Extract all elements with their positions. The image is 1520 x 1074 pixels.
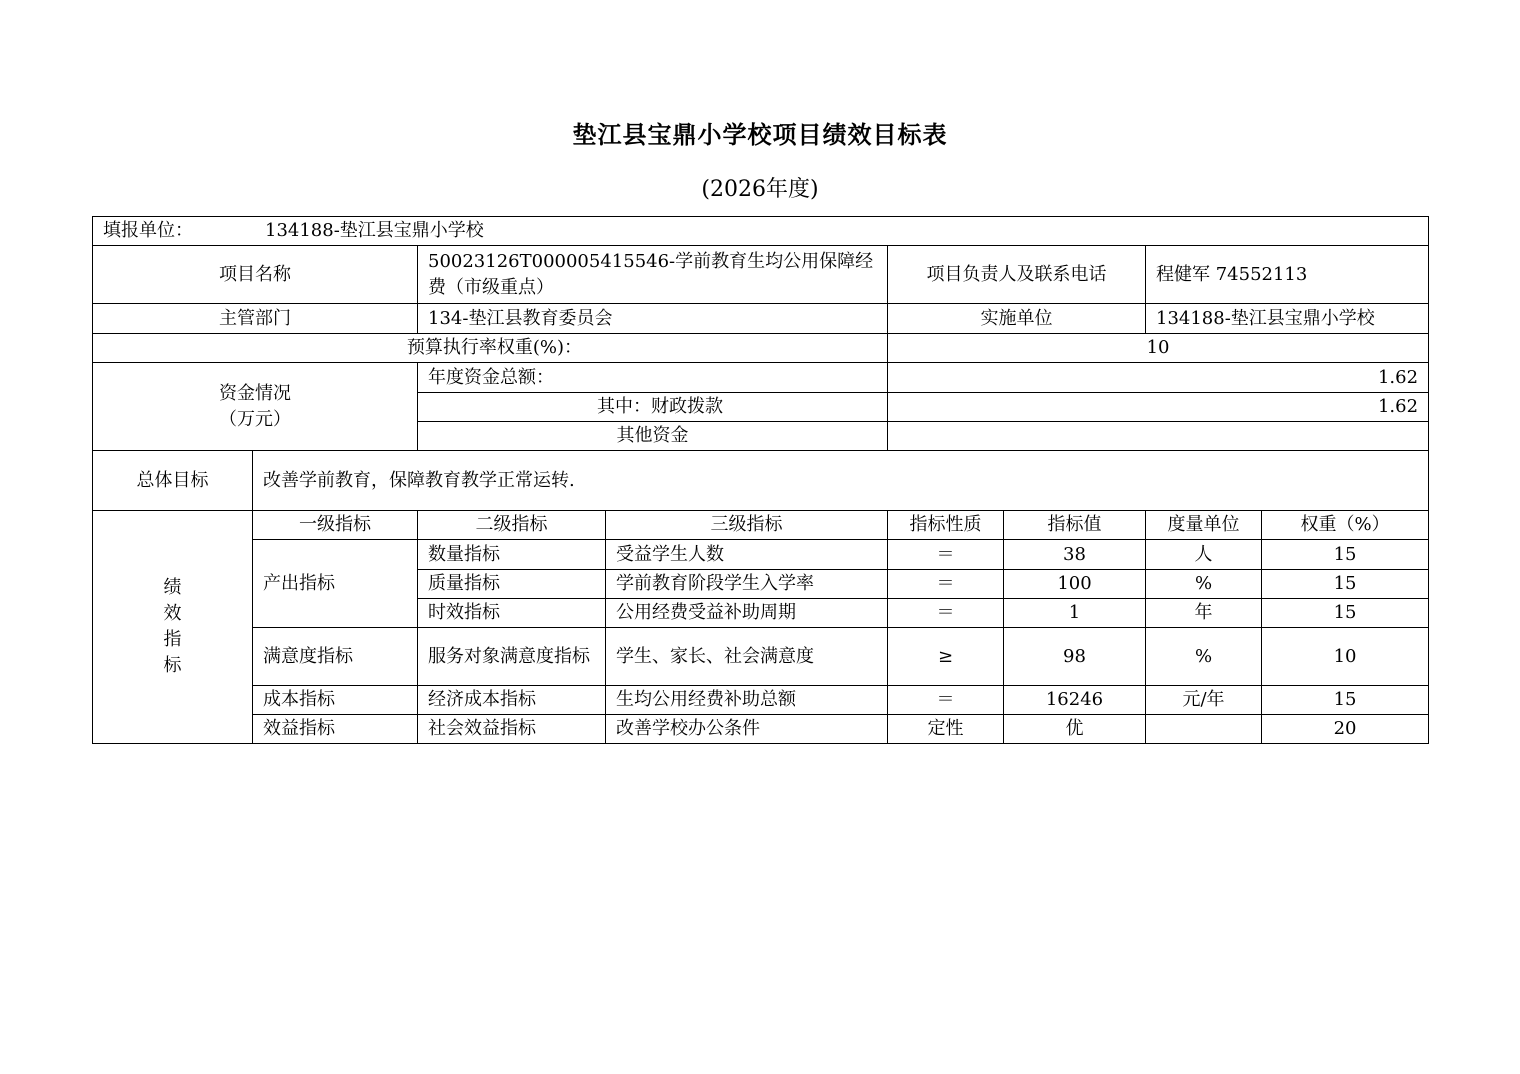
unit-cell: % [1146,570,1262,599]
weight-cell: 15 [1262,570,1429,599]
level1-cell: 产出指标 [253,540,418,628]
weight-cell: 15 [1262,540,1429,570]
table-row [93,628,1429,686]
nature-cell: ≥ [888,628,1004,686]
project-name-value: 50023126T000005415546-学前教育生均公用保障经费（市级重点） [418,246,888,304]
impl-value: 134188-垫江县宝鼎小学校 [1146,304,1429,334]
weight-cell: 10 [1262,628,1429,686]
header-level3: 三级指标 [606,511,888,540]
header-value: 指标值 [1004,511,1146,540]
annual-total-value: 1.62 [888,363,1429,393]
budget-rate-label: 预算执行率权重(%)： [93,334,888,363]
side-char: 标 [163,655,182,676]
dept-value: 134-垫江县教育委员会 [418,304,888,334]
performance-table [92,216,1429,744]
level2-cell: 质量指标 [418,570,606,599]
fill-unit-cell [93,217,1429,246]
fill-unit-label: 填报单位： [103,220,193,241]
level3-cell: 生均公用经费补助总额 [606,686,888,715]
fund-label-line1: 资金情况 [219,382,291,404]
indicator-side-label [93,511,253,744]
budget-rate-value: 10 [888,334,1429,363]
goal-label: 总体目标 [93,451,253,511]
weight-cell: 15 [1262,686,1429,715]
project-name-label: 项目名称 [93,246,418,304]
unit-cell: 年 [1146,599,1262,628]
level2-cell: 经济成本指标 [418,686,606,715]
value-cell: 38 [1004,540,1146,570]
level2-cell: 社会效益指标 [418,715,606,744]
level3-cell: 改善学校办公条件 [606,715,888,744]
fill-unit-row [93,217,1429,246]
level1-cell: 满意度指标 [253,628,418,686]
header-level1: 一级指标 [253,511,418,540]
page-subtitle: (2026年度) [701,177,819,202]
level2-cell: 时效指标 [418,599,606,628]
impl-label: 实施单位 [888,304,1146,334]
value-cell: 16246 [1004,686,1146,715]
unit-cell [1146,715,1262,744]
unit-cell: 元/年 [1146,686,1262,715]
level2-cell: 数量指标 [418,540,606,570]
side-char: 绩 [163,577,182,598]
level3-cell: 公用经费受益补助周期 [606,599,888,628]
project-name-row [93,246,1429,304]
nature-cell: ＝ [888,570,1004,599]
level1-cell: 成本指标 [253,686,418,715]
fund-label-line2: （万元） [219,408,291,430]
value-cell: 优 [1004,715,1146,744]
fiscal-label: 其中：财政拨款 [418,393,888,422]
unit-cell: 人 [1146,540,1262,570]
level3-cell: 学生、家长、社会满意度 [606,628,888,686]
value-cell: 98 [1004,628,1146,686]
contact-value: 程健军 74552113 [1146,246,1429,304]
header-weight: 权重（%） [1262,511,1429,540]
indicator-header-row [93,511,1429,540]
dept-label: 主管部门 [93,304,418,334]
contact-label: 项目负责人及联系电话 [888,246,1146,304]
goal-value: 改善学前教育，保障教育教学正常运转. [253,451,1429,511]
level3-cell: 受益学生人数 [606,540,888,570]
fiscal-value: 1.62 [888,393,1429,422]
weight-cell: 20 [1262,715,1429,744]
side-char: 效 [163,603,182,624]
level1-cell: 效益指标 [253,715,418,744]
goal-row [93,451,1429,511]
value-cell: 1 [1004,599,1146,628]
annual-total-row [93,363,1429,393]
table-row [93,686,1429,715]
nature-cell: ＝ [888,686,1004,715]
header-unit: 度量单位 [1146,511,1262,540]
unit-cell: % [1146,628,1262,686]
page-title: 垫江县宝鼎小学校项目绩效目标表 [572,120,948,149]
table-row [93,540,1429,570]
fill-unit-value: 134188-垫江县宝鼎小学校 [265,220,484,241]
other-fund-value [888,422,1429,451]
value-cell: 100 [1004,570,1146,599]
fund-label [93,363,418,451]
side-char: 指 [163,629,182,650]
table-row [93,715,1429,744]
level3-cell: 学前教育阶段学生入学率 [606,570,888,599]
budget-rate-row [93,334,1429,363]
dept-row [93,304,1429,334]
weight-cell: 15 [1262,599,1429,628]
header-nature: 指标性质 [888,511,1004,540]
level2-cell: 服务对象满意度指标 [418,628,606,686]
nature-cell: ＝ [888,599,1004,628]
header-level2: 二级指标 [418,511,606,540]
other-fund-label: 其他资金 [418,422,888,451]
annual-total-label: 年度资金总额： [418,363,888,393]
nature-cell: ＝ [888,540,1004,570]
nature-cell: 定性 [888,715,1004,744]
